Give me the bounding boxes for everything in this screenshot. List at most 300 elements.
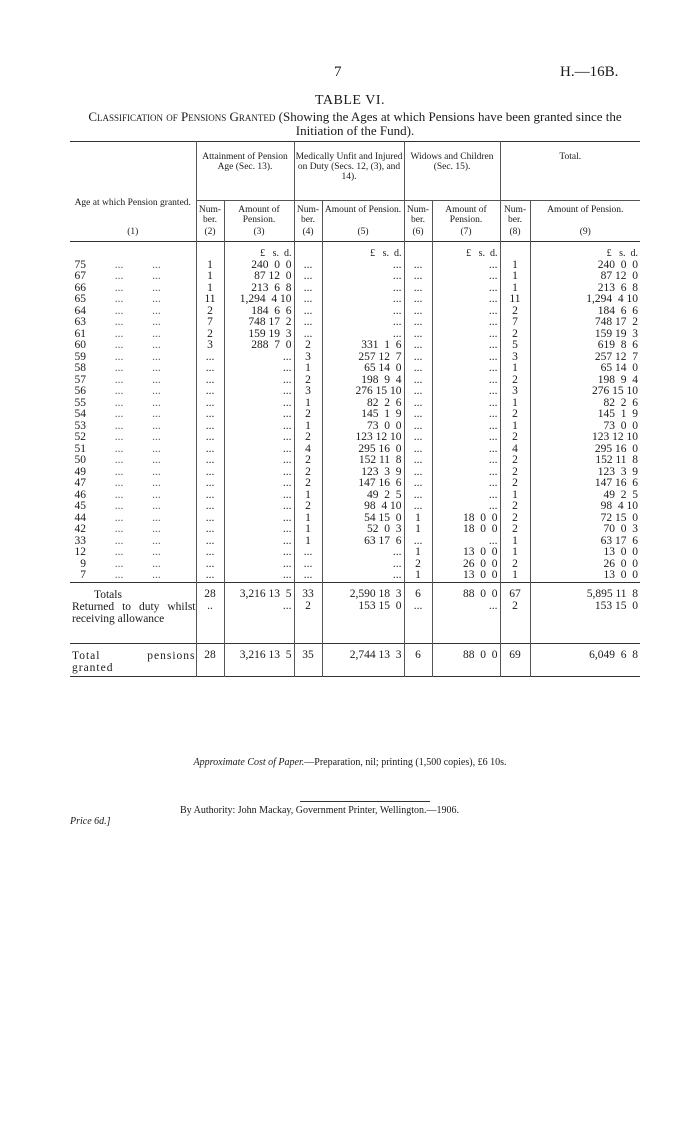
number-cell-4: 2 xyxy=(500,409,530,421)
number-cell-2: ... xyxy=(294,283,322,295)
number-cell-1: ... xyxy=(196,478,224,490)
number-cell-4: 4 xyxy=(500,444,530,456)
amount-cell-2: 123 3 9 xyxy=(322,467,404,479)
number-cell-4: 1 xyxy=(500,363,530,375)
number-cell-4: 3 xyxy=(500,386,530,398)
currency-units: £ s. d. xyxy=(530,242,640,260)
number-cell-3: 1 xyxy=(404,547,432,559)
number-cell-2: ... xyxy=(294,294,322,306)
age-value: 42 xyxy=(74,523,86,535)
age-value: 58 xyxy=(74,362,86,374)
column-number: (1) xyxy=(127,227,139,237)
leader-dots: ... ... xyxy=(86,477,161,489)
amount-cell-4: 184 6 6 xyxy=(530,306,640,318)
totals-label: Totals xyxy=(94,588,122,601)
amount-cell-4: 240 0 0 xyxy=(530,260,640,272)
number-cell-3: ... xyxy=(404,467,432,479)
amount-cell-3: ... xyxy=(432,375,500,387)
amount-cell-4: 26 0 0 xyxy=(530,559,640,571)
number-cell-4: 1 xyxy=(500,570,530,582)
number-cell-2: 2 xyxy=(294,455,322,467)
cost-note-rest: —Preparation, nil; printing (1,500 copies), £6 10s. xyxy=(304,757,507,768)
number-cell-4: 1 xyxy=(500,536,530,548)
number-cell-2: 2 xyxy=(294,478,322,490)
amount-cell-4: 213 6 8 xyxy=(530,283,640,295)
age-value: 75 xyxy=(74,258,86,271)
leader-dots: ... ... xyxy=(86,373,161,386)
number-cell-1: ... xyxy=(196,444,224,456)
amount-header: Amount of Pension. xyxy=(432,201,500,228)
amount-cell-2: 198 9 4 xyxy=(322,375,404,387)
amount-cell-2: ... xyxy=(322,260,404,272)
age-value: 57 xyxy=(74,373,86,386)
amount-cell-1: 748 17 2 xyxy=(224,317,294,329)
amount-cell-4: 13 0 0 xyxy=(530,547,640,559)
amount-cell-2: ... xyxy=(322,306,404,318)
amount-cell-1: 288 7 0 xyxy=(224,340,294,352)
returned-n3: ... xyxy=(404,601,432,644)
number-cell-1: ... xyxy=(196,352,224,364)
number-cell-1: 7 xyxy=(196,317,224,329)
amount-cell-4: 276 15 10 xyxy=(530,386,640,398)
amount-cell-3: ... xyxy=(432,490,500,502)
leader-dots: ... ... xyxy=(86,293,161,305)
amount-cell-2: ... xyxy=(322,329,404,341)
grand-total-a2: 2,744 13 3 xyxy=(322,643,404,676)
amount-cell-3: ... xyxy=(432,306,500,318)
amount-cell-3: ... xyxy=(432,478,500,490)
number-cell-3: ... xyxy=(404,386,432,398)
age-value: 7 xyxy=(80,569,86,581)
grand-total-n3: 6 xyxy=(404,643,432,676)
table-title: TABLE VI. xyxy=(314,93,385,108)
amount-cell-4: 295 16 0 xyxy=(530,444,640,456)
leader-dots: ... ... xyxy=(86,339,161,351)
number-cell-2: ... xyxy=(294,317,322,329)
number-cell-3: ... xyxy=(404,421,432,433)
age-value: 63 xyxy=(74,316,86,328)
leader-dots: ... ... xyxy=(86,316,161,328)
number-cell-4: 1 xyxy=(500,398,530,410)
totals-a4: 5,895 11 8 xyxy=(530,582,640,601)
amount-cell-4: 82 2 6 xyxy=(530,398,640,410)
amount-cell-1: ... xyxy=(224,444,294,456)
grand-total-n1: 28 xyxy=(196,643,224,676)
currency-units: £ s. d. xyxy=(432,242,500,260)
number-header: Num-ber. xyxy=(404,201,432,228)
amount-cell-3: ... xyxy=(432,536,500,548)
number-cell-4: 2 xyxy=(500,329,530,341)
amount-cell-2: 63 17 6 xyxy=(322,536,404,548)
amount-cell-2: ... xyxy=(322,294,404,306)
number-cell-3: ... xyxy=(404,409,432,421)
amount-cell-1: ... xyxy=(224,501,294,513)
group-header-widows: Widows and Children (Sec. 15). xyxy=(404,142,500,201)
totals-n3: 6 xyxy=(404,582,432,601)
totals-n1: 28 xyxy=(196,582,224,601)
amount-cell-4: 87 12 0 xyxy=(530,271,640,283)
number-cell-3: 1 xyxy=(404,570,432,582)
leader-dots: ... ... xyxy=(86,534,161,547)
number-cell-3: 1 xyxy=(404,524,432,536)
amount-cell-4: 123 12 10 xyxy=(530,432,640,444)
leader-dots: ... ... xyxy=(86,396,161,409)
leader-dots: ... ... xyxy=(86,281,161,294)
amount-cell-4: 73 0 0 xyxy=(530,421,640,433)
leader-dots: ... ... xyxy=(86,327,161,340)
number-cell-3: ... xyxy=(404,363,432,375)
amount-cell-3: ... xyxy=(432,409,500,421)
number-cell-4: 5 xyxy=(500,340,530,352)
age-value: 55 xyxy=(74,396,86,409)
number-cell-2: 1 xyxy=(294,421,322,433)
number-cell-1: ... xyxy=(196,501,224,513)
price: Price 6d.] xyxy=(70,816,111,827)
returned-a3: ... xyxy=(432,601,500,644)
number-cell-2: 1 xyxy=(294,363,322,375)
number-cell-3: 2 xyxy=(404,559,432,571)
amount-cell-4: 159 19 3 xyxy=(530,329,640,341)
number-cell-4: 11 xyxy=(500,294,530,306)
leader-dots: ... ... xyxy=(86,270,161,282)
number-cell-2: 1 xyxy=(294,536,322,548)
number-cell-3: ... xyxy=(404,455,432,467)
number-cell-2: 1 xyxy=(294,490,322,502)
amount-cell-2: 257 12 7 xyxy=(322,352,404,364)
amount-cell-4: 63 17 6 xyxy=(530,536,640,548)
number-cell-4: 2 xyxy=(500,501,530,513)
number-cell-2: 2 xyxy=(294,340,322,352)
number-cell-2: ... xyxy=(294,260,322,272)
amount-cell-2: ... xyxy=(322,283,404,295)
page-number: 7 xyxy=(334,64,342,80)
amount-header: Amount of Pension. xyxy=(530,201,640,228)
number-cell-3: ... xyxy=(404,260,432,272)
leader-dots: ... ... xyxy=(86,523,161,535)
number-cell-3: ... xyxy=(404,444,432,456)
number-cell-1: ... xyxy=(196,559,224,571)
number-cell-4: 2 xyxy=(500,513,530,525)
amount-cell-2: 65 14 0 xyxy=(322,363,404,375)
number-cell-4: 1 xyxy=(500,490,530,502)
age-value: 50 xyxy=(74,454,86,466)
amount-cell-1: ... xyxy=(224,570,294,582)
number-cell-1: ... xyxy=(196,547,224,559)
amount-cell-2: 145 1 9 xyxy=(322,409,404,421)
amount-cell-3: ... xyxy=(432,294,500,306)
printer-authority: By Authority: John Mackay, Government Printer, Wellington.—1906. xyxy=(180,805,460,816)
amount-cell-4: 145 1 9 xyxy=(530,409,640,421)
column-number: (5) xyxy=(322,227,404,242)
column-number: (8) xyxy=(500,227,530,242)
amount-cell-1: ... xyxy=(224,547,294,559)
number-cell-2: 3 xyxy=(294,386,322,398)
age-value: 44 xyxy=(74,511,86,524)
number-cell-1: ... xyxy=(196,398,224,410)
age-value: 33 xyxy=(74,534,86,547)
amount-cell-3: ... xyxy=(432,467,500,479)
totals-n4: 67 xyxy=(500,582,530,601)
number-cell-4: 7 xyxy=(500,317,530,329)
amount-cell-1: ... xyxy=(224,363,294,375)
currency-units: £ s. d. xyxy=(224,242,294,260)
amount-cell-4: 619 8 6 xyxy=(530,340,640,352)
totals-a3: 88 0 0 xyxy=(432,582,500,601)
number-cell-4: 2 xyxy=(500,467,530,479)
totals-n2: 33 xyxy=(294,582,322,601)
age-value: 64 xyxy=(74,304,86,317)
amount-cell-3: ... xyxy=(432,363,500,375)
number-cell-4: 1 xyxy=(500,260,530,272)
number-cell-2: ... xyxy=(294,329,322,341)
amount-cell-4: 98 4 10 xyxy=(530,501,640,513)
number-cell-1: ... xyxy=(196,409,224,421)
number-cell-1: ... xyxy=(196,363,224,375)
returned-a4: 153 15 0 xyxy=(530,601,640,644)
number-cell-2: 2 xyxy=(294,501,322,513)
age-value: 45 xyxy=(74,500,86,512)
amount-cell-4: 257 12 7 xyxy=(530,352,640,364)
number-cell-4: 1 xyxy=(500,283,530,295)
number-cell-3: ... xyxy=(404,478,432,490)
age-value: 53 xyxy=(74,419,86,432)
leader-dots: ... ... xyxy=(86,431,161,443)
caption-rest: (Showing the Ages at which Pensions have been granted since the Initiation of the Fund). xyxy=(278,109,622,138)
leader-dots: ... ... xyxy=(86,557,161,570)
returned-a1: ... xyxy=(224,601,294,644)
amount-cell-2: 331 1 6 xyxy=(322,340,404,352)
amount-cell-2: 152 11 8 xyxy=(322,455,404,467)
number-cell-3: ... xyxy=(404,294,432,306)
amount-cell-1: ... xyxy=(224,398,294,410)
number-cell-1: 2 xyxy=(196,306,224,318)
number-cell-1: ... xyxy=(196,455,224,467)
amount-cell-2: ... xyxy=(322,559,404,571)
returned-n4: 2 xyxy=(500,601,530,644)
amount-cell-2: 123 12 10 xyxy=(322,432,404,444)
amount-cell-3: ... xyxy=(432,271,500,283)
age-value: 9 xyxy=(80,557,86,570)
number-cell-2: 1 xyxy=(294,513,322,525)
amount-cell-1: ... xyxy=(224,513,294,525)
age-value: 67 xyxy=(74,270,86,282)
amount-cell-1: ... xyxy=(224,352,294,364)
age-value: 52 xyxy=(74,431,86,443)
number-cell-3: ... xyxy=(404,501,432,513)
leader-dots: ... ... xyxy=(86,408,161,420)
column-number: (2) xyxy=(196,227,224,242)
amount-cell-1: ... xyxy=(224,375,294,387)
amount-cell-3: ... xyxy=(432,455,500,467)
amount-cell-4: 1,294 4 10 xyxy=(530,294,640,306)
number-header: Num-ber. xyxy=(294,201,322,228)
amount-cell-4: 123 3 9 xyxy=(530,467,640,479)
amount-cell-3: ... xyxy=(432,432,500,444)
age-column-header: Age at which Pension granted. xyxy=(74,197,191,208)
amount-cell-4: 152 11 8 xyxy=(530,455,640,467)
number-cell-2: 2 xyxy=(294,375,322,387)
age-value: 56 xyxy=(74,385,86,397)
leader-dots: ... ... xyxy=(86,385,161,397)
grand-total-row xyxy=(70,643,640,676)
amount-cell-1: ... xyxy=(224,467,294,479)
currency-units: £ s. d. xyxy=(322,242,404,260)
leader-dots: ... ... xyxy=(86,454,161,466)
grand-total-n4: 69 xyxy=(500,643,530,676)
leader-dots: ... ... xyxy=(86,488,161,501)
number-cell-1: 11 xyxy=(196,294,224,306)
amount-cell-2: ... xyxy=(322,317,404,329)
number-cell-3: ... xyxy=(404,490,432,502)
grand-total-n2: 35 xyxy=(294,643,322,676)
amount-cell-2: 49 2 5 xyxy=(322,490,404,502)
amount-cell-3: 13 0 0 xyxy=(432,547,500,559)
number-cell-1: ... xyxy=(196,467,224,479)
grand-total-a3: 88 0 0 xyxy=(432,643,500,676)
returned-a2: 153 15 0 xyxy=(322,601,404,644)
group-header-total: Total. xyxy=(500,142,640,201)
amount-cell-4: 72 15 0 xyxy=(530,513,640,525)
amount-cell-3: ... xyxy=(432,421,500,433)
leader-dots: ... ... xyxy=(86,258,161,271)
age-value: 66 xyxy=(74,281,86,294)
pension-classification-table xyxy=(70,141,640,678)
amount-cell-4: 147 16 6 xyxy=(530,478,640,490)
number-cell-4: 2 xyxy=(500,375,530,387)
number-cell-4: 2 xyxy=(500,559,530,571)
column-number: (4) xyxy=(294,227,322,242)
table-row xyxy=(70,570,640,582)
number-header: Num-ber. xyxy=(500,201,530,228)
number-cell-3: ... xyxy=(404,375,432,387)
number-cell-2: 2 xyxy=(294,432,322,444)
document-reference: H.—16B. xyxy=(560,64,619,80)
number-cell-1: 1 xyxy=(196,271,224,283)
column-number: (3) xyxy=(224,227,294,242)
amount-cell-3: ... xyxy=(432,444,500,456)
number-cell-4: 2 xyxy=(500,478,530,490)
number-cell-2: 1 xyxy=(294,398,322,410)
leader-dots: ... ... xyxy=(86,419,161,432)
group-header-attainment: Attainment of Pension Age (Sec. 13). xyxy=(196,142,294,201)
amount-cell-1: ... xyxy=(224,421,294,433)
amount-cell-2: ... xyxy=(322,271,404,283)
amount-cell-1: 184 6 6 xyxy=(224,306,294,318)
column-number: (7) xyxy=(432,227,500,242)
number-cell-4: 1 xyxy=(500,421,530,433)
amount-cell-3: ... xyxy=(432,260,500,272)
amount-cell-4: 65 14 0 xyxy=(530,363,640,375)
age-value: 65 xyxy=(74,293,86,305)
number-cell-1: ... xyxy=(196,570,224,582)
leader-dots: ... ... xyxy=(86,569,161,581)
amount-cell-1: ... xyxy=(224,386,294,398)
number-cell-1: ... xyxy=(196,432,224,444)
returned-n1: .. xyxy=(196,601,224,644)
amount-cell-4: 198 9 4 xyxy=(530,375,640,387)
age-value: 61 xyxy=(74,327,86,340)
leader-dots: ... ... xyxy=(86,362,161,374)
number-cell-2: ... xyxy=(294,306,322,318)
number-cell-4: 2 xyxy=(500,455,530,467)
amount-cell-3: 18 0 0 xyxy=(432,524,500,536)
number-cell-3: ... xyxy=(404,283,432,295)
number-cell-1: 1 xyxy=(196,260,224,272)
number-cell-2: 2 xyxy=(294,467,322,479)
amount-cell-1: ... xyxy=(224,478,294,490)
number-cell-3: ... xyxy=(404,271,432,283)
authority-rule xyxy=(300,801,430,802)
number-cell-3: ... xyxy=(404,340,432,352)
number-cell-1: 3 xyxy=(196,340,224,352)
amount-cell-1: ... xyxy=(224,559,294,571)
amount-cell-2: 295 16 0 xyxy=(322,444,404,456)
amount-cell-1: ... xyxy=(224,536,294,548)
amount-cell-3: ... xyxy=(432,317,500,329)
number-header: Num-ber. xyxy=(196,201,224,228)
number-cell-3: ... xyxy=(404,352,432,364)
grand-total-a4: 6,049 6 8 xyxy=(530,643,640,676)
number-cell-4: 2 xyxy=(500,306,530,318)
leader-dots: ... ... xyxy=(86,500,161,512)
number-cell-2: 3 xyxy=(294,352,322,364)
number-cell-3: ... xyxy=(404,306,432,318)
number-cell-1: ... xyxy=(196,386,224,398)
amount-cell-1: ... xyxy=(224,455,294,467)
leader-dots: ... ... xyxy=(86,511,161,524)
returned-n2: 2 xyxy=(294,601,322,644)
amount-cell-2: 276 15 10 xyxy=(322,386,404,398)
number-cell-2: 1 xyxy=(294,524,322,536)
group-header-medically-unfit: Medically Unfit and Injured on Duty (Secs. 12, (3), and 14). xyxy=(294,142,404,201)
grand-total-a1: 3,216 13 5 xyxy=(224,643,294,676)
amount-cell-3: ... xyxy=(432,352,500,364)
number-cell-2: ... xyxy=(294,570,322,582)
column-number: (6) xyxy=(404,227,432,242)
amount-cell-3: ... xyxy=(432,283,500,295)
amount-cell-2: 98 4 10 xyxy=(322,501,404,513)
number-cell-4: 1 xyxy=(500,271,530,283)
returned-row xyxy=(70,601,640,644)
amount-cell-1: 240 0 0 xyxy=(224,260,294,272)
amount-cell-1: ... xyxy=(224,524,294,536)
number-cell-1: ... xyxy=(196,375,224,387)
age-value: 51 xyxy=(74,442,86,455)
amount-cell-2: ... xyxy=(322,570,404,582)
pension-table-wrap xyxy=(70,141,640,678)
number-cell-2: ... xyxy=(294,559,322,571)
amount-cell-1: ... xyxy=(224,432,294,444)
number-cell-3: ... xyxy=(404,536,432,548)
number-cell-4: 1 xyxy=(500,547,530,559)
returned-label: Returned to duty whilst receiving allowance xyxy=(72,600,196,625)
number-cell-1: ... xyxy=(196,524,224,536)
number-cell-1: ... xyxy=(196,490,224,502)
amount-cell-1: ... xyxy=(224,490,294,502)
amount-cell-3: 13 0 0 xyxy=(432,570,500,582)
amount-cell-3: ... xyxy=(432,398,500,410)
amount-cell-4: 748 17 2 xyxy=(530,317,640,329)
number-cell-1: 1 xyxy=(196,283,224,295)
amount-cell-2: ... xyxy=(322,547,404,559)
amount-cell-1: 159 19 3 xyxy=(224,329,294,341)
number-cell-1: ... xyxy=(196,513,224,525)
amount-cell-2: 52 0 3 xyxy=(322,524,404,536)
age-cell xyxy=(70,570,196,582)
age-value: 49 xyxy=(74,465,86,478)
number-cell-1: ... xyxy=(196,536,224,548)
cost-note xyxy=(0,757,700,768)
